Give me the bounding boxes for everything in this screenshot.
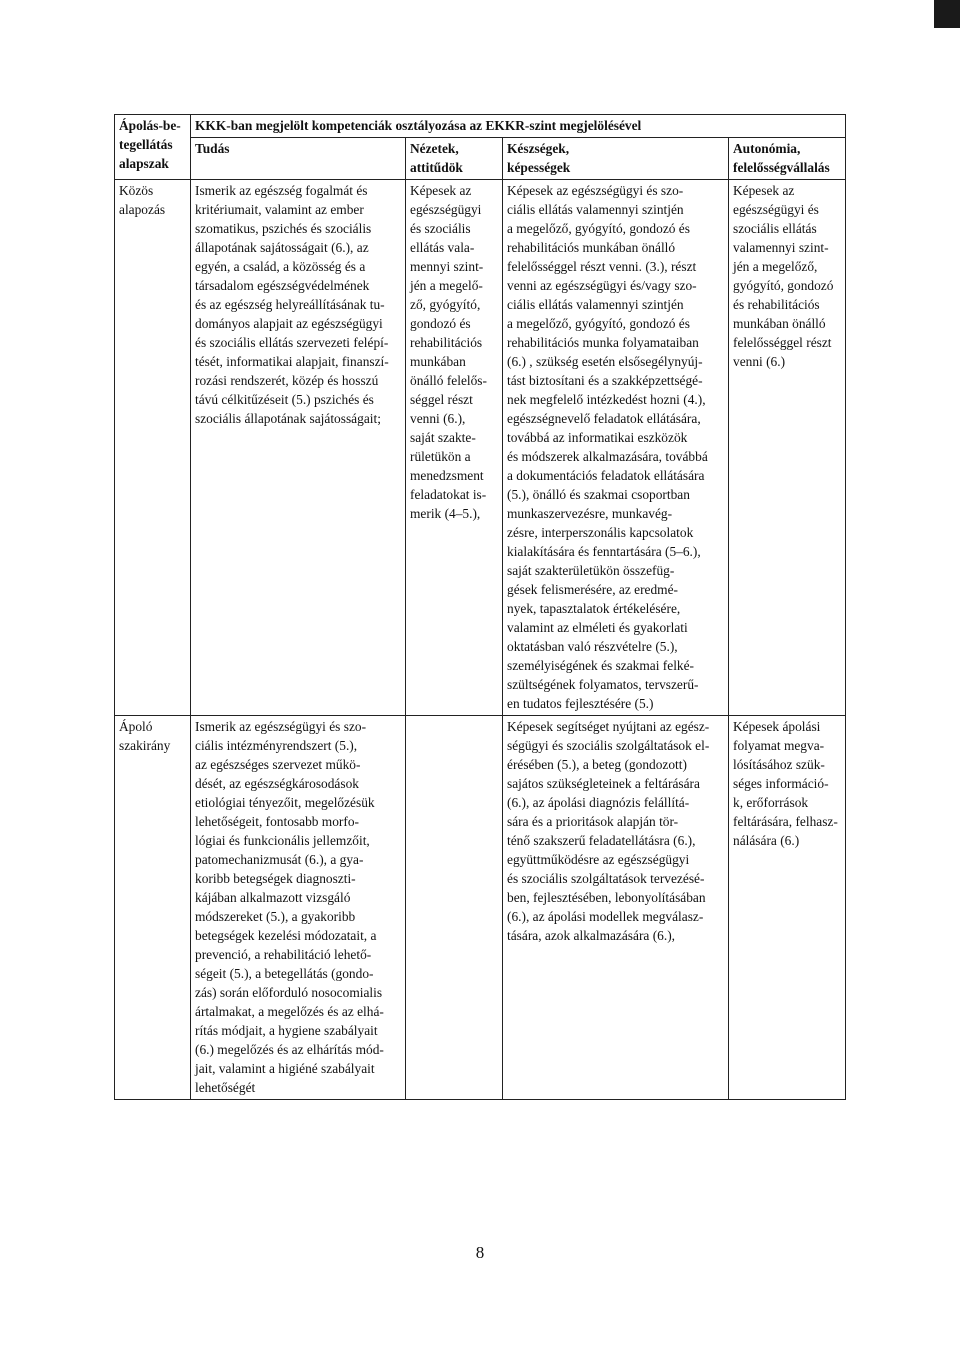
cell-keszsegek: Képesek az egészségügyi és szo- ciális ellátás valamennyi szintjén a megelőző, gyógyító, gondozó és rehabilitációs munkában önálló felelősséggel részt venni. (3.), részt venni az egészségügyi és/vagy szo- ciális ellátás valamennyi szintjén a megelőző, gyógyító, gondozó és rehabilitációs munka folyamataiban (6.) , szükség esetén elsősegélynyúj- tást biztosítani és a szakképzettségé- nek megfelelő intézkedést hozni (4.), egészségnevelő feladatok ellátására, továbbá az informatikai eszközök és módszerek alkalmazására, továbbá a dokumentációs feladatok ellátására (5.), önálló és szakmai csoportban munkaszervezésre, munkavég- zésre, interperszonális kapcsolatok kialakítására és fenntartására (5–6.), saját szakterületükön összefüg- gések felismerésére, az eredmé- nyek, tapasztalatok értékelésére, valamint az elméleti és gyakorlati oktatásban való részvételre (5.), személyiségének és szakmai felké- szültségének folyamatos, tervszerű- en tudatos fejlesztésére (5.) <box>503 180 729 716</box>
cell-nezetek <box>406 716 503 1100</box>
corner-mark <box>934 0 960 28</box>
page-number: 8 <box>475 1243 485 1262</box>
header-tudas: Tudás <box>191 138 406 180</box>
table-row <box>115 180 846 716</box>
header-nezetek: Nézetek, attitűdök <box>406 138 503 180</box>
cell-nezetek: Képesek az egészségügyi és szociális ellátás vala- mennyi szint- jén a megelő- ző, gyógyító, gondozó és rehabilitációs munkában önálló felelős- séggel részt venni (6.), saját szakte- rületükön a menedzsment feladatokat is- merik (4–5.), <box>406 180 503 716</box>
title-row <box>115 115 846 138</box>
row-label: Közös alapozás <box>115 180 191 716</box>
header-keszsegek: Készségek, képességek <box>503 138 729 180</box>
row-label: Ápoló szakirány <box>115 716 191 1100</box>
table-title: KKK-ban megjelölt kompetenciák osztályozása az EKKR-szint megjelölésével <box>191 115 846 138</box>
cell-tudas: Ismerik az egészségügyi és szo- ciális intézményrendszert (5.), az egészséges szervezet műkö- dését, az egészségkárosodások etiológiai tényezőit, megelőzésük lehetőségeit, fontosabb morfo- lógiai és funkcionális jellemzőit, patomechanizmusát (6.), a gya- koribb betegségek diagnoszti- kájában alkalmazott vizsgáló módszereket (5.), a gyakoribb betegségek kezelési módozatait, a prevenció, a rehabilitáció lehető- ségeit (5.), a betegellátás (gondo- zás) során előforduló nosocomialis ártalmakat, a megelőzés és az elhá- rítás módjait, a hygiene szabályait (6.) megelőzés és az elhárítás mód- jait, valamint a higiéné szabályait lehetőségét <box>191 716 406 1100</box>
table-row <box>115 716 846 1100</box>
cell-autonomia: Képesek ápolási folyamat megva- lósításához szük- séges információ- k, erőforrások feltárására, felhasz- nálására (6.) <box>729 716 846 1100</box>
column-header-row <box>115 138 846 180</box>
cell-tudas: Ismerik az egészség fogalmát és kritériumait, valamint az ember szomatikus, pszichés és szociális állapotának sajátosságait (6.), az egyén, a család, a közösség és a társadalom egészségvédelmének és az egészség helyreállításának tu- dományos alapjait az egészségügyi és szociális ellátás szervezeti felépí- tését, informatikai alapjait, finanszí- rozási rendszerét, közép és hosszú távú célkitűzéseit (5.) pszichés és szociális állapotának sajátosságait; <box>191 180 406 716</box>
header-row-label: Ápolás-be- tegellátás alapszak <box>115 115 191 180</box>
cell-keszsegek: Képesek segítséget nyújtani az egész- ségügyi és szociális szolgáltatások el- érésében (5.), a beteg (gondozott) sajátos szükségleteinek a feltárására (6.), az ápolási diagnózis felállítá- sára és a prioritások alapján tör- ténő szakszerű feladatellátásra (6.), együttműködésre az egészségügyi és szociális szolgáltatások tervezésé- ben, fejlesztésében, lebonyolításában (6.), az ápolási modellek megválasz- tására, azok alkalmazására (6.), <box>503 716 729 1100</box>
header-autonomia: Autonómia, felelősségvállalás <box>729 138 846 180</box>
competency-table <box>114 114 846 1100</box>
cell-autonomia: Képesek az egészségügyi és szociális ellátás valamennyi szint- jén a megelőző, gyógyító, gondozó és rehabilitációs munkában önálló felelősséggel részt venni (6.) <box>729 180 846 716</box>
